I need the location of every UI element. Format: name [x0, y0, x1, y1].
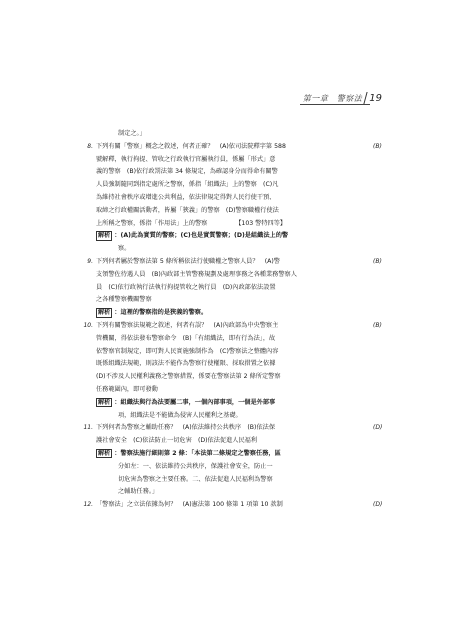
question-line: 下列何者屬於警察法第 5 條所稱依法行使職權之警察人員？ (A)警 [96, 257, 280, 265]
question-line: 取締之行政權關活動者，皆屬「狹義」的警察 (D)警察職權行使法 [96, 206, 279, 214]
answer-key: (B) [373, 257, 382, 265]
explanation-line [96, 307, 352, 320]
chapter-title: 第一章 警察法 [302, 94, 363, 103]
explanation-line [96, 397, 352, 410]
question-line: 義的警察 (B)依行政罰法第 34 條規定，為確認身分而得命有關警 [96, 168, 278, 176]
header-rule [300, 104, 370, 105]
question-line: 下列何者為警察之輔助任務？ (A)依法維持公共秩序 (B)依法保 [96, 424, 276, 432]
question-line: 下列有關警察法規範之敘述，何者有誤？ (A)內政部為中央警察主 [96, 321, 279, 329]
question-line: 號解釋，執行拘提、管收之行政執行官屬執行員，係屬「形式」意 [96, 155, 276, 163]
question-line: 任務範圍內，即可發動 [96, 385, 158, 393]
question-number: 9. [87, 257, 93, 265]
question-12 [83, 499, 383, 512]
explanation-label: 解析 [98, 398, 111, 406]
question-8 [87, 141, 382, 256]
page-number: 19 [369, 93, 382, 104]
explanation-label: 解析 [98, 232, 111, 240]
question-line: 下列有關「警察」概念之敘述，何者正確？ (A)依司法院釋字第 588 [96, 142, 286, 150]
question-11 [83, 422, 383, 499]
explanation-line: 項，組織法是不能做為侵害人民權利之基礎。 [118, 411, 242, 419]
explanation-text: ：組織法與行為法要屬二事，一個內部事項，一個是外部事 [114, 398, 276, 406]
question-line: 為維持社會秩序或增進公共利益，依法律規定得對人民行使干預、 [96, 193, 276, 201]
question-line: 支領警佐待遇人員 (B)內政部主管警務規劃及處理事務之各種業務警察人 [96, 270, 297, 278]
question-number: 12. [83, 501, 93, 509]
answer-key: (B) [373, 321, 382, 329]
explanation-label: 解析 [98, 309, 111, 317]
question-9 [87, 256, 382, 320]
answer-key: (D) [373, 424, 383, 432]
explanation-label: 解析 [98, 449, 111, 457]
explanation-line: 切危害為警察之主要任務。二、依法促進人民福利為警察 [118, 475, 273, 483]
header-separator [364, 92, 368, 104]
explanation-line [96, 448, 352, 461]
question-line: 護社會安全 (C)依法防止一切危害 (D)依法促進人民福利 [96, 437, 258, 445]
question-10 [83, 320, 382, 422]
explanation-line: 分如左：一、依法維持公共秩序，保護社會安全，防止一 [118, 462, 273, 470]
intro-line: 制定之。」 [118, 130, 146, 137]
question-line: 既係組織法規範，則該法不能作為警察行使權限、採取措置之依據 [96, 360, 276, 368]
question-number: 8. [87, 142, 93, 150]
answer-key: (B) [373, 142, 382, 150]
question-line: 人員強制隨同到指定處所之警察，係指「組織法」上的警察 (C)凡 [96, 181, 279, 189]
question-line: 上所稱之警察，係指「作用法」上的警察 【103 警特四等】 [96, 219, 287, 227]
explanation-text: ：這裡的警察指的是狹義的警察。 [114, 309, 208, 317]
explanation-line: 察。 [118, 245, 131, 253]
question-number: 10. [83, 321, 93, 329]
explanation-text: ：(A)此為實質的警察；(C)也是實質警察；(D)是組織法上的警 [114, 232, 289, 240]
explanation-line [96, 230, 352, 243]
question-line: 「警察法」之立法依據為何？ (A)憲法第 100 條第 1 項第 10 款制 [96, 501, 283, 509]
question-number: 11. [83, 424, 93, 432]
question-line: 之各種警察機關警察 [96, 296, 152, 304]
question-line: 員 (C)依行政執行法執行拘提管收之執行員 (D)內政部依法設置 [96, 283, 276, 291]
explanation-line: 之輔助任務。」 [118, 488, 159, 496]
answer-key: (D) [373, 501, 383, 509]
question-line: (D)不涉及人民權利義務之警察措置，係要在警察法第 2 條所定警察 [96, 373, 281, 381]
question-list [83, 128, 383, 512]
running-header [300, 88, 382, 104]
question-line: 依警察官制規定，即可對人民實施強制作為 (C)警察法之整體內容 [96, 347, 279, 355]
explanation-text: ：警察法施行細則第 2 條：「本法第二條規定之警察任務，區 [114, 449, 281, 457]
question-line: 管機關，得依法發布警察命令 (B)「有組織法，即有行為法」，故 [96, 334, 276, 342]
